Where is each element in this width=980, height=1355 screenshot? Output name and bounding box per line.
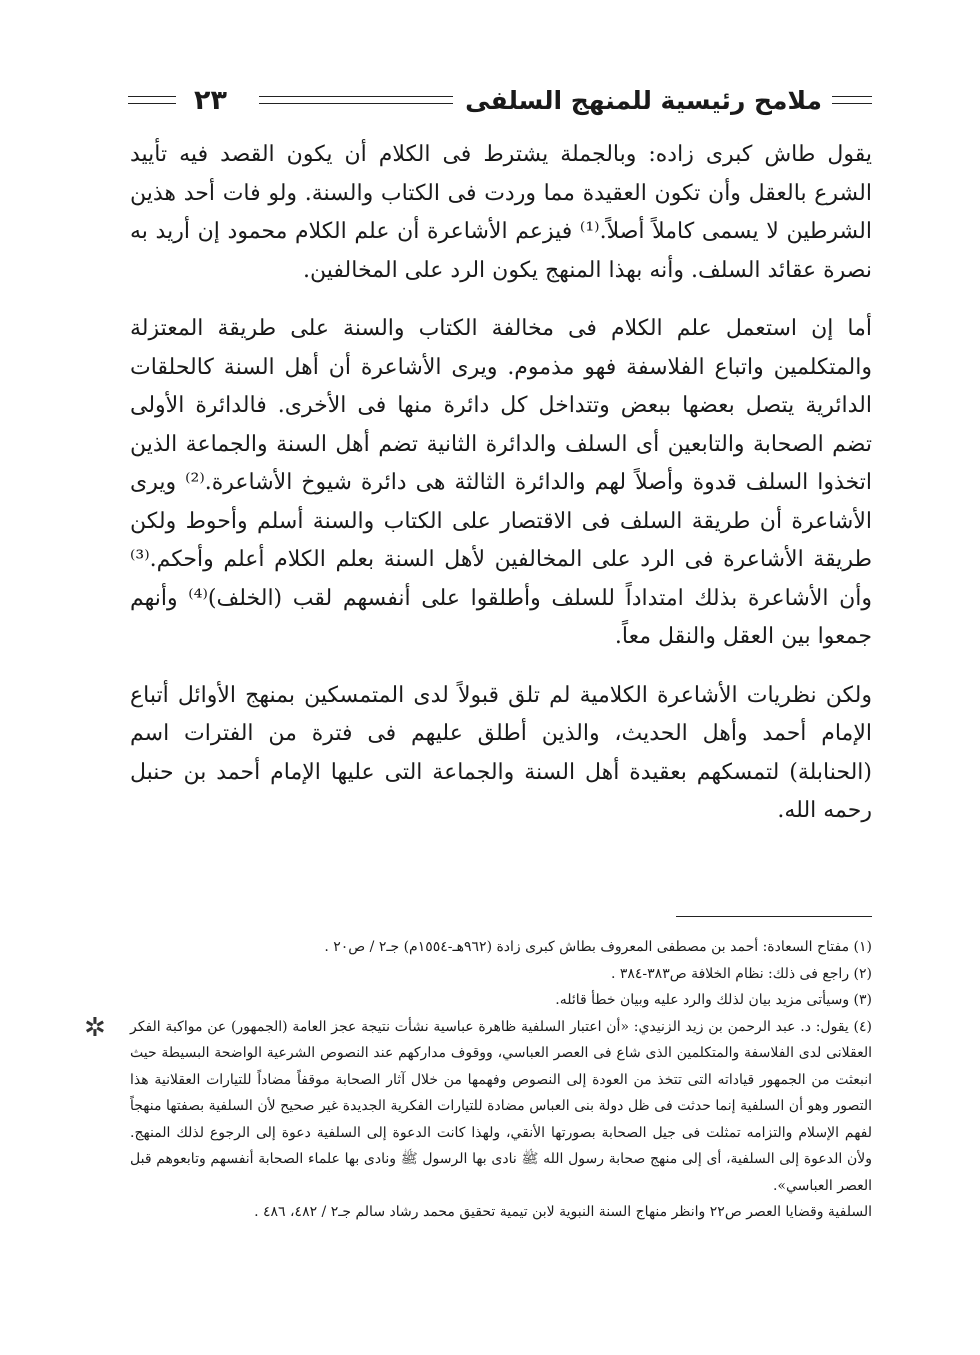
header-rule-middle (259, 96, 453, 104)
header-rule-right (832, 96, 872, 104)
paragraph-3: ولكن نظريات الأشاعرة الكلامية لم تلق قبولاً لدى المتمسكين بمنهج الأوائل أتباع الإمام أحمد وأهل الحديث، والذين أطلق عليهم فى فترة من الفترات اسم (الحنابلة) لتمسكهم بعقيدة أهل السنة والجماعة التى عليها الإمام أحمد بن حنبل رحمه الله. (130, 682, 872, 823)
footnote-4-source: السلفية وقضايا العصر ص٢٢ وانظر منهاج السنة النبوية لابن تيمية تحقيق محمد رشاد سالم جـ٢ / ٤٨٢، ٤٨٦ . (254, 1204, 872, 1220)
footnotes (130, 934, 872, 1226)
footnote-separator (676, 916, 872, 917)
paragraph-2: أما إن استعمل علم الكلام فى مخالفة الكتاب والسنة على طريقة المعتزلة والمتكلمين واتباع الفلاسفة فهو مذموم. ويرى الأشاعرة أن أهل السنة كالحلقات الدائرية يتصل بعضها ببعض وتتداخل كل دائرة منها فى الأخرى. فالدائرة الأولى تضم الصحابة والتابعين أى السلف والدائرة الثانية تضم أهل السنة والجماعة الذين اتخذوا السلف قدوة وأصلاً لهم والدائرة الثالثة هى دائرة شيوخ الأشاعرة.⁽²⁾ ويرى الأشاعرة أن طريقة السلف فى الاقتصار على الكتاب والسنة أسلم وأحوط ولكن طريقة الأشاعرة فى الرد على المخالفين لأهل السنة بعلم الكلام أعلم وأحكم.⁽³⁾ وأن الأشاعرة بذلك امتداداً للسلف وأطلقوا على أنفسهم لقب (الخلف)⁽⁴⁾ وأنهم جمعوا بين العقل والنقل معاً. (130, 316, 872, 649)
margin-asterisk-icon: ✲ (84, 1013, 106, 1043)
header-rule-left (128, 96, 176, 104)
footnote-3: (٣) وسيأتى مزيد بيان لذلك والرد عليه وبيان خطأ قائله. (555, 992, 872, 1008)
paragraph-1: يقول طاش كبرى زاده: وبالجملة يشترط فى الكلام أن يكون القصد فيه تأييد الشرع بالعقل وأن تكون العقيدة مما وردت فى الكتاب والسنة. ولو فات أحد هذين الشرطين لا يسمى كاملاً أصلاً.⁽¹⁾ فيزعم الأشاعرة أن علم الكلام محمود إن أريد به نصرة عقائد السلف. وأنه بهذا المنهج يكون الرد على المخالفين. (130, 142, 872, 283)
footnote-4: (٤) يقول: د. عبد الرحمن بن زيد الزنيدي: «أن اعتبار السلفية ظاهرة عباسية نشأت نتيجة عجز العامة (الجمهور) عن مواكبة الفكر العقلانى لدى الفلاسفة والمتكلمين الذى شاع فى العصر العباسي، ووقوف مداركهم عند النصوص الشرعية الواضحة البسيطة حيث انبعثت من الجمهور قياداته التى تتخذ من العودة إلى النصوص وفهمها من خلال آثار الصحابة موقفاً مضاداً للتيارات العقلانية هذا التصور وهو أن السلفية إنما حدثت فى ظل دولة بنى العباس مضادة للتيارات الفكرية الجديدة غير صحيح لأن السلفية بصفتها منهجاً لفهم الإسلام والتزامه تمثلت فى جيل الصحابة بصورتها الأنقي، ولهذا كانت الدعوة إلى السلفية دعوة إلى الرجوع لذلك المنهج. ولأن الدعوة إلى السلفية، أى إلى منهج صحابة رسول الله ﷺ نادى بها الرسول ﷺ ونادى بها علماء الصحابة أنفسهم وتابعوهم قبل العصر العباسي». (130, 1018, 872, 1194)
page-number: ٢٣ (194, 84, 227, 116)
footnote-2: (٢) راجع فى ذلك: نظام الخلافة ص٣٨٣-٣٨٤ . (610, 965, 872, 982)
running-header (128, 78, 872, 122)
header-title: ملامح رئيسية للمنهج السلفى (465, 85, 822, 115)
main-text (130, 136, 872, 851)
footnote-1: (١) مفتاح السعادة: أحمد بن مصطفى المعروف بطاش كبرى زادة (٩٦٢هـ-١٥٥٤م) جـ٢ / ص٢٠ . (324, 939, 872, 955)
